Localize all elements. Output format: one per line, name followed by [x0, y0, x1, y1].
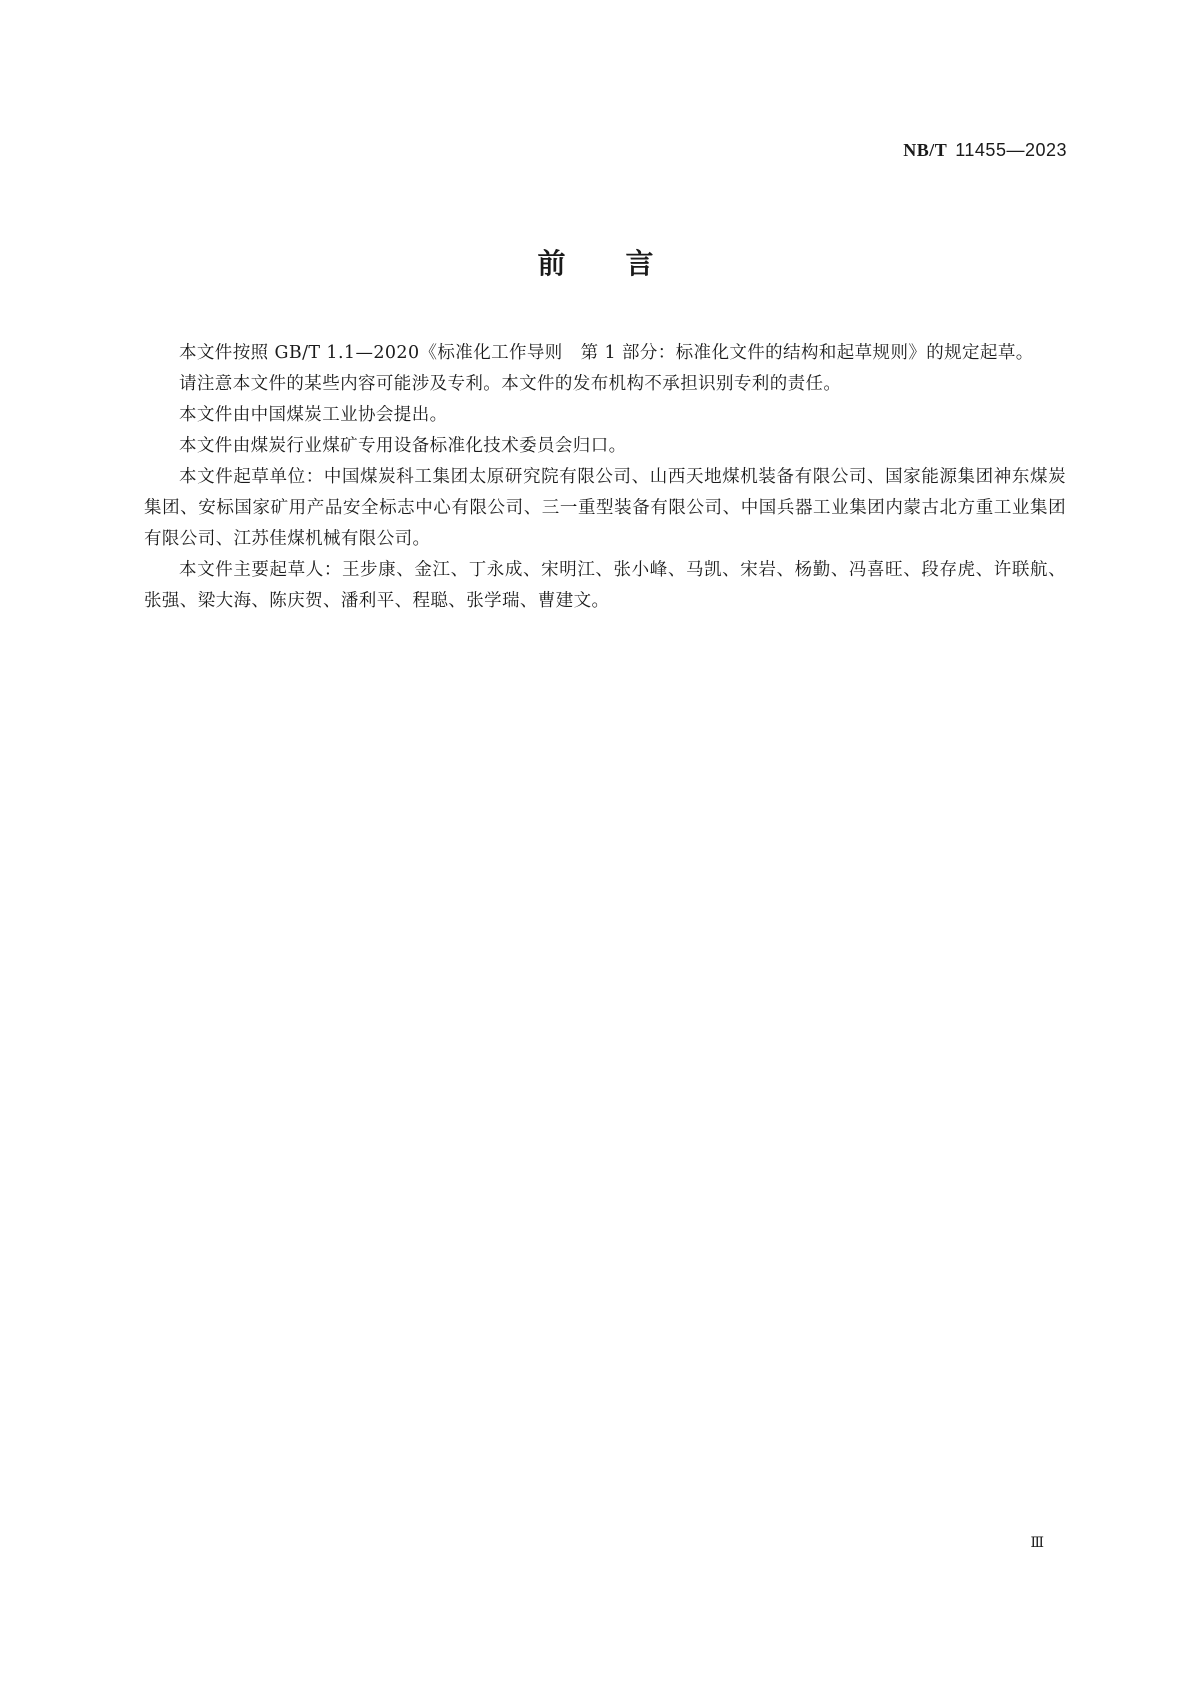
foreword-body [144, 338, 1066, 617]
standard-prefix: NB/T [903, 140, 948, 160]
paragraph-proposer: 本文件由中国煤炭工业协会提出。 [179, 405, 448, 425]
standard-number [903, 140, 1067, 161]
page-number: Ⅲ [1030, 1535, 1044, 1551]
paragraph-drafters: 本文件主要起草人：王步康、金江、丁永成、宋明江、张小峰、马凯、宋岩、杨勤、冯喜旺、段存虎、许联航、张强、梁大海、陈庆贺、潘利平、程聪、张学瑞、曹建文。 [144, 560, 1066, 611]
paragraph-drafting-rules: 本文件按照 GB/T 1.1—2020《标准化工作导则 第 1 部分：标准化文件的结构和起草规则》的规定起草。 [179, 343, 1034, 363]
paragraph-patent-notice: 请注意本文件的某些内容可能涉及专利。本文件的发布机构不承担识别专利的责任。 [179, 374, 842, 394]
paragraph-drafting-units: 本文件起草单位：中国煤炭科工集团太原研究院有限公司、山西天地煤机装备有限公司、国家能源集团神东煤炭集团、安标国家矿用产品安全标志中心有限公司、三一重型装备有限公司、中国兵器工业集团内蒙古北方重工业集团有限公司、江苏佳煤机械有限公司。 [144, 467, 1066, 549]
paragraph-committee: 本文件由煤炭行业煤矿专用设备标准化技术委员会归口。 [179, 436, 627, 456]
page-title: 前言 [537, 247, 714, 280]
standard-code: 11455—2023 [955, 140, 1067, 160]
